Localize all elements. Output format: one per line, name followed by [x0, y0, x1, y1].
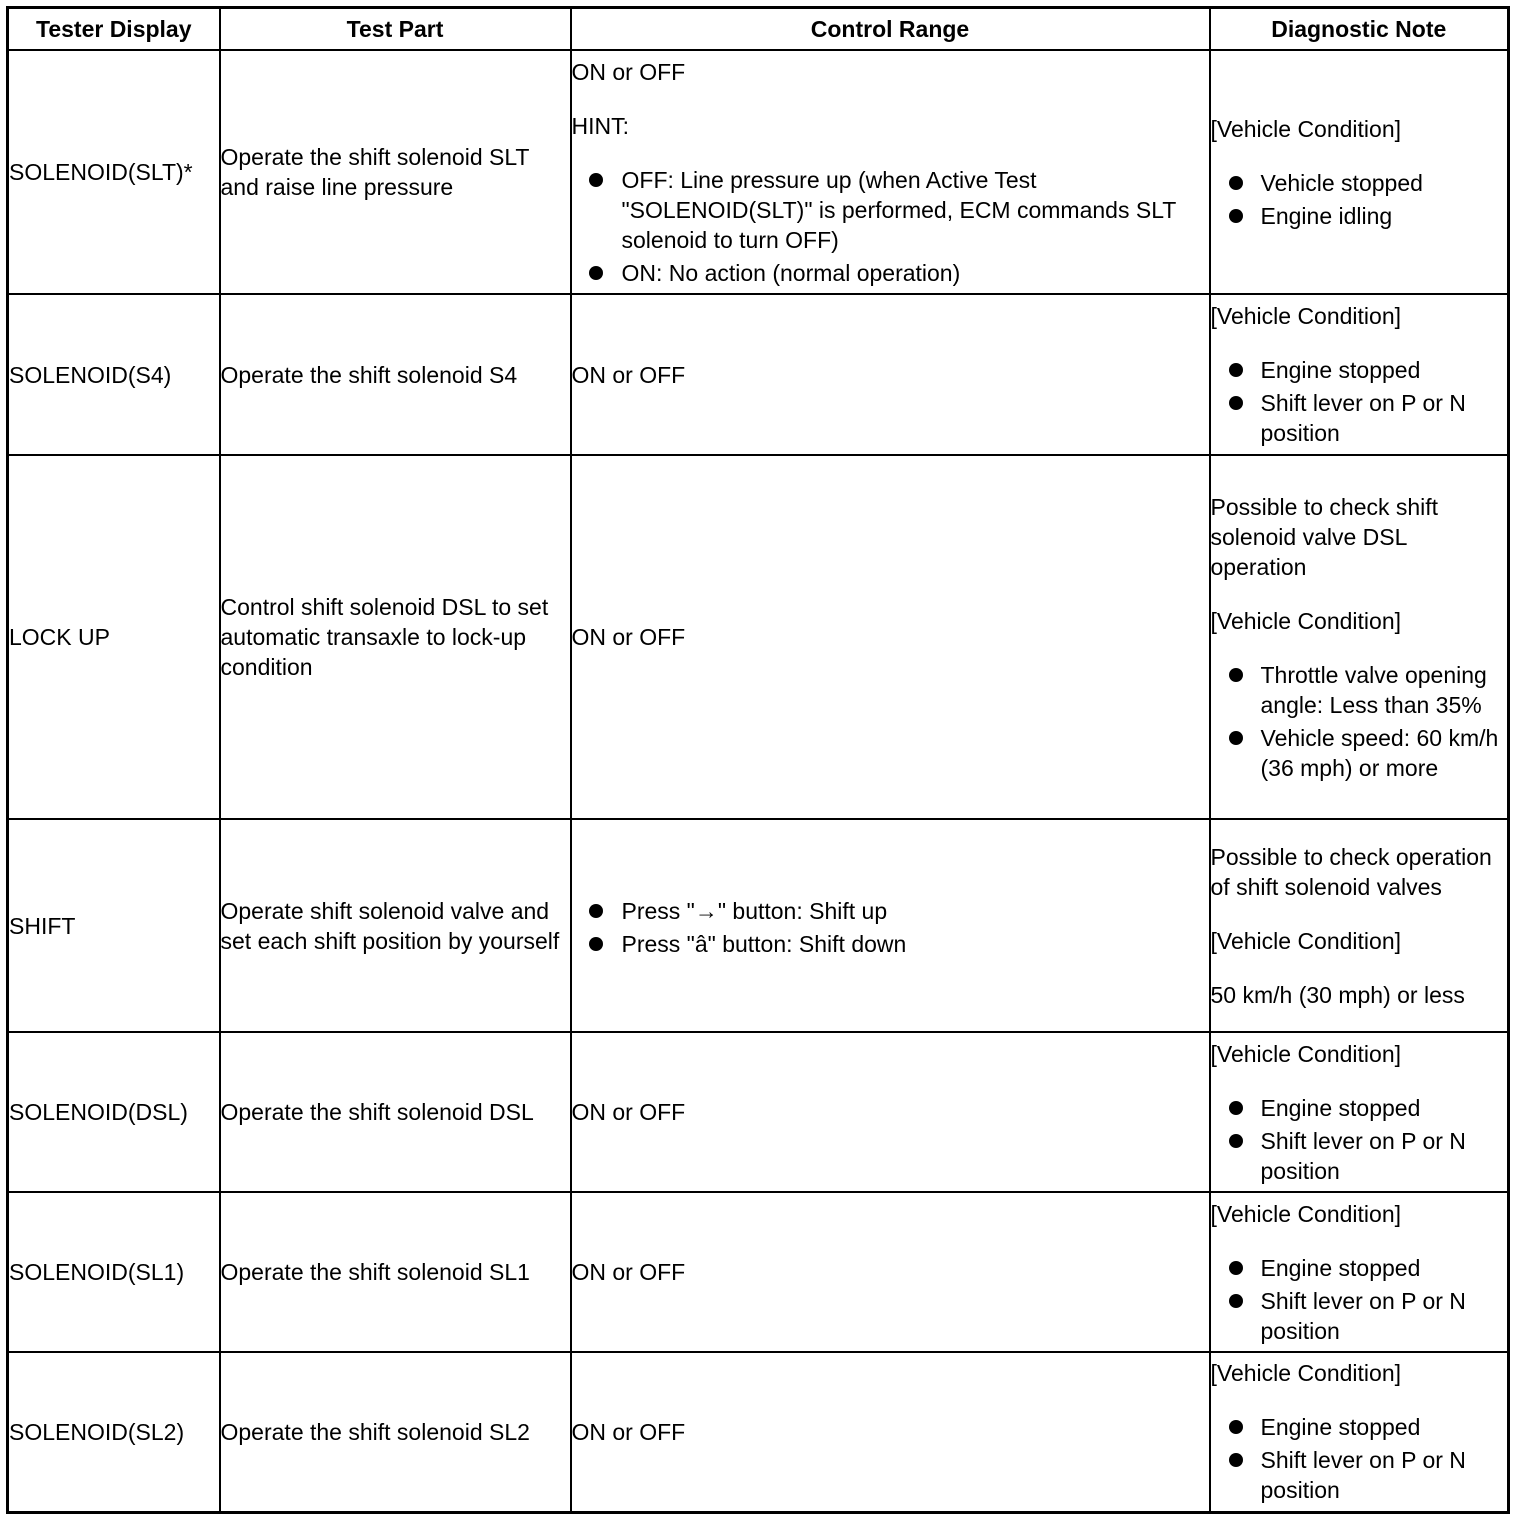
diagnostic-note-cell	[1210, 50, 1509, 294]
hint-label: HINT:	[571, 112, 629, 139]
test-part-cell: Operate the shift solenoid S4	[220, 294, 571, 455]
tester-display-cell: SOLENOID(DSL)	[8, 1032, 220, 1192]
note-heading: [Vehicle Condition]	[1210, 1040, 1402, 1067]
tester-display-cell: SOLENOID(S4)	[8, 294, 220, 455]
tester-display-cell: SOLENOID(SLT)*	[8, 50, 220, 294]
list-item: Engine stopped	[1211, 1412, 1508, 1442]
control-range-cell: ON or OFF	[571, 1032, 1210, 1192]
list-item: Press "→" button: Shift up	[572, 896, 1209, 926]
note-bullet-list	[1211, 168, 1508, 231]
range-text: ON or OFF	[571, 58, 686, 85]
note-intro: Possible to check operation of shift solenoid valves	[1210, 843, 1492, 900]
list-item: Shift lever on P or N position	[1211, 388, 1508, 448]
note-bullet-list	[1211, 660, 1508, 783]
control-range-cell: ON or OFF	[571, 294, 1210, 455]
header-test-part: Test Part	[220, 8, 571, 51]
list-item: Shift lever on P or N position	[1211, 1286, 1508, 1346]
header-diagnostic-note: Diagnostic Note	[1210, 8, 1509, 51]
note-bullet-list	[1211, 1093, 1508, 1186]
list-item: OFF: Line pressure up (when Active Test "SOLENOID(SLT)" is performed, ECM commands SLT solenoid to turn OFF)	[572, 165, 1209, 255]
range-bullet-list	[572, 165, 1209, 288]
control-range-cell	[571, 50, 1210, 294]
list-item: Engine stopped	[1211, 1093, 1508, 1123]
range-bullet-list	[572, 896, 1209, 959]
list-item: Throttle valve opening angle: Less than 35%	[1211, 660, 1508, 720]
test-part-cell: Operate shift solenoid valve and set each shift position by yourself	[220, 819, 571, 1032]
diagnostic-note-cell	[1210, 294, 1509, 455]
control-range-cell: ON or OFF	[571, 455, 1210, 819]
table-row	[8, 1352, 1509, 1512]
note-bullet-list	[1211, 1253, 1508, 1346]
test-part-cell: Operate the shift solenoid DSL	[220, 1032, 571, 1192]
diagnostic-note-cell	[1210, 455, 1509, 819]
control-range-cell	[571, 819, 1210, 1032]
table-row	[8, 455, 1509, 819]
list-item: Engine stopped	[1211, 1253, 1508, 1283]
list-item: Engine idling	[1211, 201, 1508, 231]
list-item: Vehicle stopped	[1211, 168, 1508, 198]
test-part-cell: Control shift solenoid DSL to set automatic transaxle to lock-up condition	[220, 455, 571, 819]
diagnostic-note-cell	[1210, 1032, 1509, 1192]
table-row	[8, 1192, 1509, 1352]
test-part-cell: Operate the shift solenoid SL2	[220, 1352, 571, 1512]
diagnostic-note-cell	[1210, 819, 1509, 1032]
diagnostic-note-cell	[1210, 1192, 1509, 1352]
test-part-cell: Operate the shift solenoid SLT and raise line pressure	[220, 50, 571, 294]
tester-display-cell: SHIFT	[8, 819, 220, 1032]
table-row	[8, 50, 1509, 294]
table-row	[8, 294, 1509, 455]
note-intro: Possible to check shift solenoid valve DSL operation	[1210, 493, 1439, 580]
list-item: Shift lever on P or N position	[1211, 1445, 1508, 1505]
tester-display-cell: SOLENOID(SL2)	[8, 1352, 220, 1512]
list-item: Vehicle speed: 60 km/h (36 mph) or more	[1211, 723, 1508, 783]
header-tester-display: Tester Display	[8, 8, 220, 51]
control-range-cell: ON or OFF	[571, 1352, 1210, 1512]
note-bullet-list	[1211, 355, 1508, 448]
note-heading: [Vehicle Condition]	[1210, 1200, 1402, 1227]
active-test-table	[6, 6, 1510, 1514]
note-heading: [Vehicle Condition]	[1210, 607, 1402, 634]
list-item: Engine stopped	[1211, 355, 1508, 385]
table-row	[8, 1032, 1509, 1192]
note-heading: [Vehicle Condition]	[1210, 1360, 1402, 1387]
note-after: 50 km/h (30 mph) or less	[1210, 981, 1465, 1008]
tester-display-cell: LOCK UP	[8, 455, 220, 819]
note-heading: [Vehicle Condition]	[1210, 303, 1402, 329]
note-heading: [Vehicle Condition]	[1210, 115, 1402, 142]
table-row	[8, 819, 1509, 1032]
header-row	[8, 8, 1509, 51]
header-control-range: Control Range	[571, 8, 1210, 51]
tester-display-cell: SOLENOID(SL1)	[8, 1192, 220, 1352]
control-range-cell: ON or OFF	[571, 1192, 1210, 1352]
test-part-cell: Operate the shift solenoid SL1	[220, 1192, 571, 1352]
list-item: Press "â" button: Shift down	[572, 929, 1209, 959]
list-item: Shift lever on P or N position	[1211, 1126, 1508, 1186]
note-heading: [Vehicle Condition]	[1210, 927, 1402, 954]
list-item: ON: No action (normal operation)	[572, 258, 1209, 288]
diagnostic-note-cell	[1210, 1352, 1509, 1512]
note-bullet-list	[1211, 1412, 1508, 1505]
